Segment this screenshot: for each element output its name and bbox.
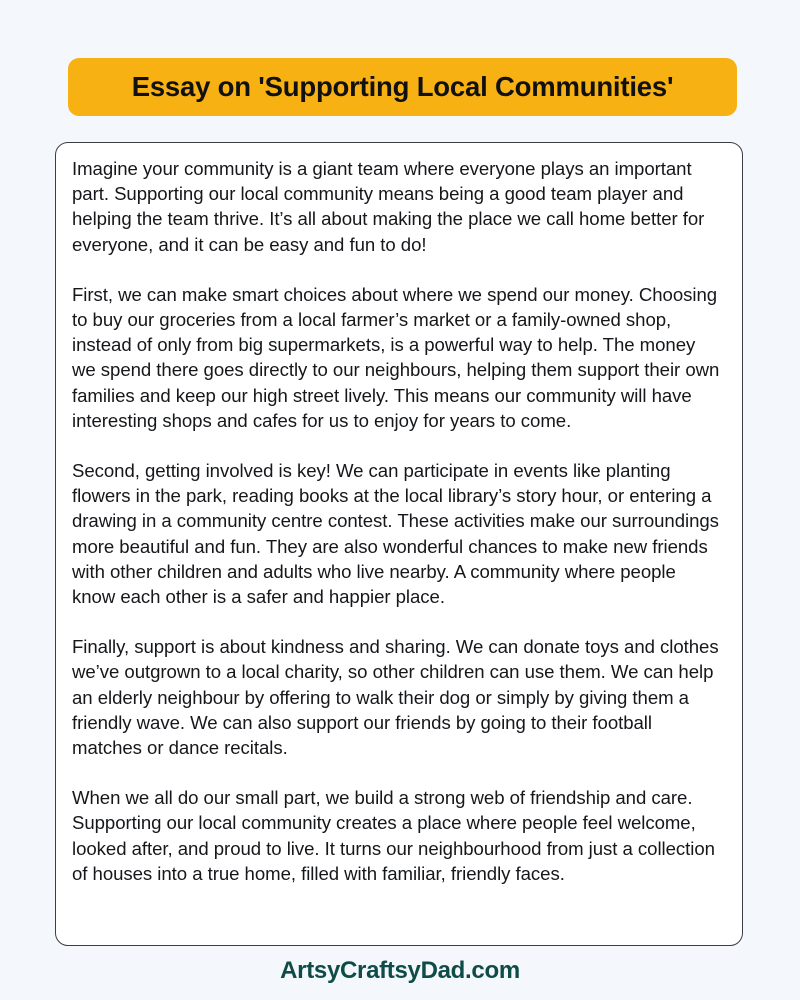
essay-paragraph: When we all do our small part, we build a strong web of friendship and care. Supporting our local community creates a place where people feel welcome, looked after, and proud to live. It turns our neighbourhood from just a collection of houses into a true home, filled with familiar, friendly faces.: [72, 787, 715, 884]
essay-paragraph: First, we can make smart choices about where we spend our money. Choosing to buy our groceries from a local farmer’s market or a family-owned shop, instead of only from big supermarkets, is a powerful way to help. The money we spend there goes directly to our neighbours, helping them support their own families and keep our high street lively. This means our community will have interesting shops and cafes for us to enjoy for years to come.: [72, 283, 720, 431]
essay-content-card: [55, 142, 743, 946]
essay-body: [72, 156, 723, 886]
essay-paragraph: Finally, support is about kindness and sharing. We can donate toys and clothes we’ve outgrown to a local charity, so other children can use them. We can help an elderly neighbour by offering to walk their dog or simply by giving them a friendly wave. We can also support our friends by going to their football matches or dance recitals.: [72, 636, 719, 759]
footer-brand-watermark: ArtsyCraftsyDad.com: [280, 957, 520, 984]
essay-paragraph: Second, getting involved is key! We can participate in events like planting flowers in the park, reading books at the local library’s story hour, or entering a drawing in a community centre contest. These activities make our surroundings more beautiful and fun. They are also wonderful chances to make new friends with other children and adults who live nearby. A community where people know each other is a safer and happier place.: [72, 460, 719, 608]
essay-paragraph: Imagine your community is a giant team where everyone plays an important part. Supporting our local community means being a good team player and helping the team thrive. It’s all about making the place we call home better for everyone, and it can be easy and fun to do!: [72, 158, 705, 255]
essay-title-banner: [68, 58, 737, 116]
page-title: Essay on 'Supporting Local Communities': [131, 71, 674, 103]
